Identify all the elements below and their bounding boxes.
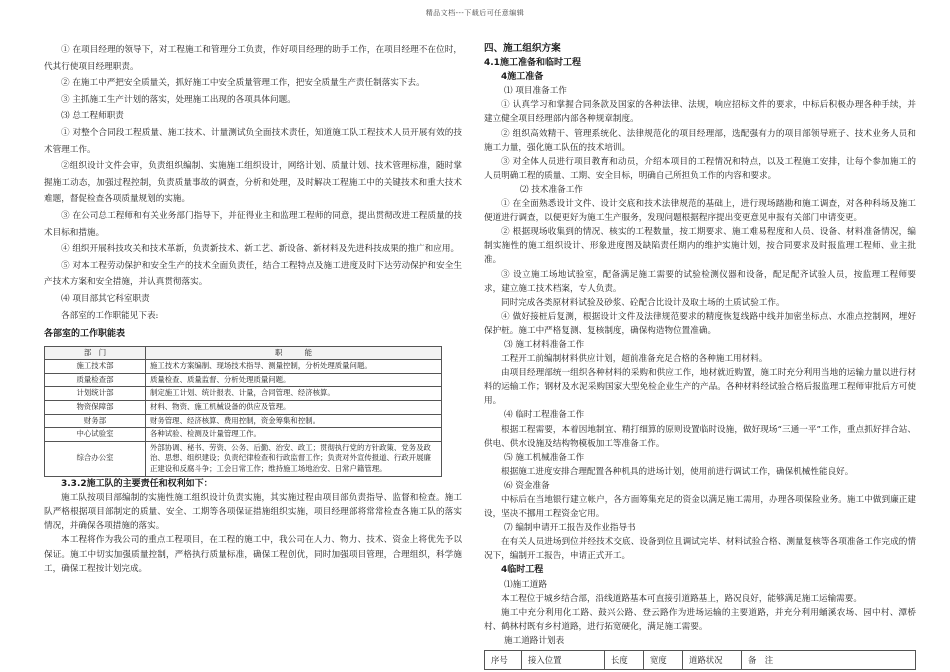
machinery-prep-1: 根据施工进度安排合理配置各种机具的进场计划，使用前进行调试工作，确保机械性能良好。 bbox=[501, 466, 854, 477]
material-prep-1: 工程开工前编制材料供应计划，超前准备充足合格的各种施工用材料。 bbox=[501, 354, 768, 365]
road-col-remarks: 备 注 bbox=[742, 651, 916, 670]
funding-prep-heading: ⑹ 资金准备 bbox=[504, 480, 550, 491]
tech-prep-1: ① 在全面熟悉设计文件、设计交底和技术法律规范的基础上，进行现场踏勘和施工调查，对各种科场及施工便道进行调查，以便更好为施工生产服务，发现问题根据程序提出变更意见申报有关部门申请变更。 bbox=[484, 199, 916, 224]
table-row bbox=[45, 387, 442, 401]
project-prep-1: ① 认真学习和掌握合同条款及国家的各种法律、法规，响应招标文件的要求，中标后积极办理各种手续，并建立健全项目经理部内部各种规章制度。 bbox=[484, 100, 916, 125]
road-heading: ⑴施工道路 bbox=[504, 579, 547, 590]
tech-prep-2: ② 根据现场收集到的情况、核实的工程数量，按工期要求、施工难易程度和人员、设备、材料准备情况，编制实施性的施工组织设计、形象进度图及缺陷责任期内的维护实施计划，按合同要求及时报监理工程师、业主批准。 bbox=[484, 227, 916, 266]
table-row bbox=[45, 414, 442, 428]
chief-duty-5: ⑤ 对本工程劳动保护和安全生产的技术全面负责任，结合工程特点及施工进度及时下达劳动保护和安全生产技术方案和安全措施，并认真贯彻落实。 bbox=[44, 260, 462, 288]
func-cell: 外部协调、秘书、劳资、公务、后勤、治安、政工；贯彻执行党的方针政策、党务及政治、思想、组织建设；负责纪律检查和行政监督工作；负责对外宣传报道、行政开展廉正建设和反腐斗争；工会日常工作；维持施工场地治安、日常户籍管理。 bbox=[146, 441, 442, 476]
dept-cell: 质量检查部 bbox=[45, 373, 146, 387]
section-3-3-2-heading: 3.3.2施工队的主要责任和权利如下： bbox=[61, 478, 213, 489]
dept-cell: 物资保障部 bbox=[45, 401, 146, 415]
table-row bbox=[45, 441, 442, 476]
material-prep-2: 由项目经理部统一组织各种材料的采购和供应工作，地材就近购置，施工时充分利用当地的运输力量以进行材料的运输工作；钢材及水泥采购国家大型免检企业生产的产品。各种材料经试验合格后报监理工程师审批后方可使用。 bbox=[484, 368, 916, 407]
subheading-other-departments: ⑷ 项目部其它科室职责 bbox=[61, 293, 150, 304]
left-column bbox=[44, 42, 462, 576]
project-prep-heading: ⑴ 项目准备工作 bbox=[504, 86, 567, 97]
dept-cell: 计划统计部 bbox=[45, 387, 146, 401]
chief-duty-1: ① 对整个合同段工程质量、施工技术、计量测试负全面技术责任，知道施工队工程技术人员开展有效的技术管理工作。 bbox=[44, 127, 462, 155]
project-prep-3: ③ 对全体人员进行项目教育和动员，介绍本项目的工程情况和特点，以及工程施工安排，让每个参加施工的人员明确工程的质量、工期、安全目标，明确自己所担负工作的内容和要求。 bbox=[484, 156, 916, 181]
temp-works-heading: 4临时工程 bbox=[501, 565, 544, 576]
funding-prep-1: 中标后在当地银行建立帐户，各方面筹集充足的资金以满足施工需用，办理各项保险业务。施工中做到廉正建设，坚决不挪用工程资金它用。 bbox=[484, 495, 916, 520]
table-intro: 各部室的工作职能见下表: bbox=[61, 310, 159, 321]
section-4-heading: 四、施工组织方案 bbox=[484, 43, 561, 54]
right-column bbox=[484, 42, 916, 670]
chief-duty-2: ②组织设计文件会审，负责组织编制、实施施工组织设计，网络计划、质量计划、技术管理标准，随时掌握施工动态，加强过程控制，负责质量事故的调查，分析和处理，及时解决工程施工中的关键技术和重大技术难题，督促检查各项质量规划的实施。 bbox=[44, 161, 462, 205]
project-prep-2: ② 组织高效精干、管理系统化、法律规范化的项目经理部，选配强有力的项目部领导班子、技术业务人员和施工力量，强化施工队伍的技术培训。 bbox=[484, 128, 916, 153]
duty-table-title: 各部室的工作职能表 bbox=[44, 329, 126, 340]
page-header: 精品文档---下载后可任意编辑 bbox=[425, 9, 525, 17]
section-3-3-2-para-1: 施工队按项目部编制的实施性施工组织设计负责实施，其实施过程由项目部负责指导、监督和检查。施工队严格根据项目部制定的质量、安全、工期等各项保证措施组织实施，项目经理部将常常检查各施工队的落实情况，并确保各项措施的落实。 bbox=[44, 492, 462, 532]
tech-prep-heading: ⑵ 技术准备工作 bbox=[520, 184, 583, 195]
table-row bbox=[45, 428, 442, 442]
chief-duty-4: ④ 组织开展科技攻关和技术革新，负责新技术、新工艺、新设备、新材料及先进科技成果的推广和应用。 bbox=[61, 244, 460, 255]
table-row bbox=[45, 360, 442, 374]
left-para-2: ② 在施工中严把安全质量关，抓好施工中安全质量管理工作，把安全质量生产责任制落实下去。 bbox=[61, 78, 425, 89]
func-cell: 材料、物资、施工机械设备的供应及管理。 bbox=[146, 401, 442, 415]
table-row bbox=[45, 401, 442, 415]
construction-prep-heading: 4施工准备 bbox=[501, 72, 544, 83]
dept-cell: 施工技术部 bbox=[45, 360, 146, 374]
section-3-3-2-para-2: 本工程将作为我公司的重点工程项目，在工程的施工中，我公司在人力、物力、技术、资金上将优先予以保证。施工中切实加强质量控制，严格执行质量标准，确保工程创优，同时加强项目管理，合理组织，科学施工，确保工程按计划完成。 bbox=[44, 535, 462, 574]
start-report-1: 在有关人员进场到位并经技术交底、设备到位且调试完毕、材料试验合格、测量复核等各项准备工作完成的情况下，编制开工报告，申请正式开工。 bbox=[484, 537, 916, 562]
table-row bbox=[45, 373, 442, 387]
tech-prep-5: ④ 做好接桩后复测，根据设计文件及法律规范要求的精度恢复线路中线并加密坐标点、水准点控制网，埋好保护桩。施工中严格复测、复核制度，确保构造物位置准确。 bbox=[484, 311, 916, 336]
section-4-1-heading: 4.1施工准备和临时工程 bbox=[484, 58, 581, 69]
func-cell: 财务管理、经济核算、费用控制，资金筹集和控制。 bbox=[146, 414, 442, 428]
dept-cell: 财务部 bbox=[45, 414, 146, 428]
func-cell: 质量检查、质量监督、分析处理质量问题。 bbox=[146, 373, 442, 387]
left-para-3: ③ 主抓施工生产计划的落实，处理施工出现的各项具体问题。 bbox=[61, 94, 296, 105]
duty-table-header bbox=[45, 346, 442, 360]
dept-cell: 综合办公室 bbox=[45, 441, 146, 476]
header-department: 部 门 bbox=[45, 346, 146, 360]
road-col-location: 接入位置 bbox=[522, 651, 605, 670]
machinery-prep-heading: ⑸ 施工机械准备工作 bbox=[504, 452, 585, 463]
header-function: 职 能 bbox=[146, 346, 442, 360]
temp-works-prep-1: 根据工程需要，本着因地制宜、精打细算的原则设置临时设施，做好现场“三通一平”工作，重点抓好拌合站、供电、供水设施及结构物模板加工等准备工作。 bbox=[484, 424, 916, 449]
road-table bbox=[484, 650, 916, 670]
func-cell: 各种试验、检测及计量管理工作。 bbox=[146, 428, 442, 442]
subheading-chief-engineer: ⑶ 总工程师职责 bbox=[61, 111, 124, 122]
func-cell: 制定施工计划、统计报表、计量，合同管理、经济核算。 bbox=[146, 387, 442, 401]
road-col-width: 宽度 bbox=[644, 651, 683, 670]
road-table-caption: 施工道路计划表 bbox=[504, 635, 565, 646]
dept-cell: 中心试验室 bbox=[45, 428, 146, 442]
road-col-no: 序号 bbox=[485, 651, 522, 670]
start-report-heading: ⑺ 编制申请开工报告及作业指导书 bbox=[504, 523, 636, 534]
chief-duty-3: ③ 在公司总工程师和有关业务部门指导下，并征得业主和监理工程师的同意，提出贯彻改进工程质量的技术目标和措施。 bbox=[44, 210, 462, 238]
road-col-condition: 道路状况 bbox=[683, 651, 742, 670]
temp-works-prep-heading: ⑷ 临时工程准备工作 bbox=[504, 410, 585, 421]
tech-prep-4: 同时完成各类原材料试验及砂浆、砼配合比设计及取土场的土质试验工作。 bbox=[501, 297, 785, 308]
left-para-1: ① 在项目经理的领导下，对工程施工和管理分工负责，作好项目经理的助手工作，在项目经理不在位时，代其行使项目经理职责。 bbox=[44, 45, 462, 72]
duty-table bbox=[44, 346, 442, 477]
road-para-2: 施工中充分利用化工路、鼓兴公路、登云路作为进场运输的主要道路，并充分利用蛹溪农场、园中村、潭桥村、鹤林村既有乡村道路，进行拓宽硬化，满足施工需要。 bbox=[484, 607, 916, 632]
road-para-1: 本工程位于城乡结合部，沿线道路基本可直接引道路基上，路况良好，能够满足施工运输需要。 bbox=[501, 593, 862, 604]
road-col-length: 长度 bbox=[605, 651, 644, 670]
func-cell: 施工技术方案编制、现场技术指导、测量控制，分析处理质量问题。 bbox=[146, 360, 442, 374]
tech-prep-3: ③ 设立施工场地试验室，配备满足施工需要的试验检测仪器和设备，配足配齐试验人员，按监理工程师要求，建立施工技术档案，专人负责。 bbox=[484, 269, 916, 294]
material-prep-heading: ⑶ 施工材料准备工作 bbox=[504, 339, 585, 350]
road-table-header bbox=[485, 651, 916, 670]
